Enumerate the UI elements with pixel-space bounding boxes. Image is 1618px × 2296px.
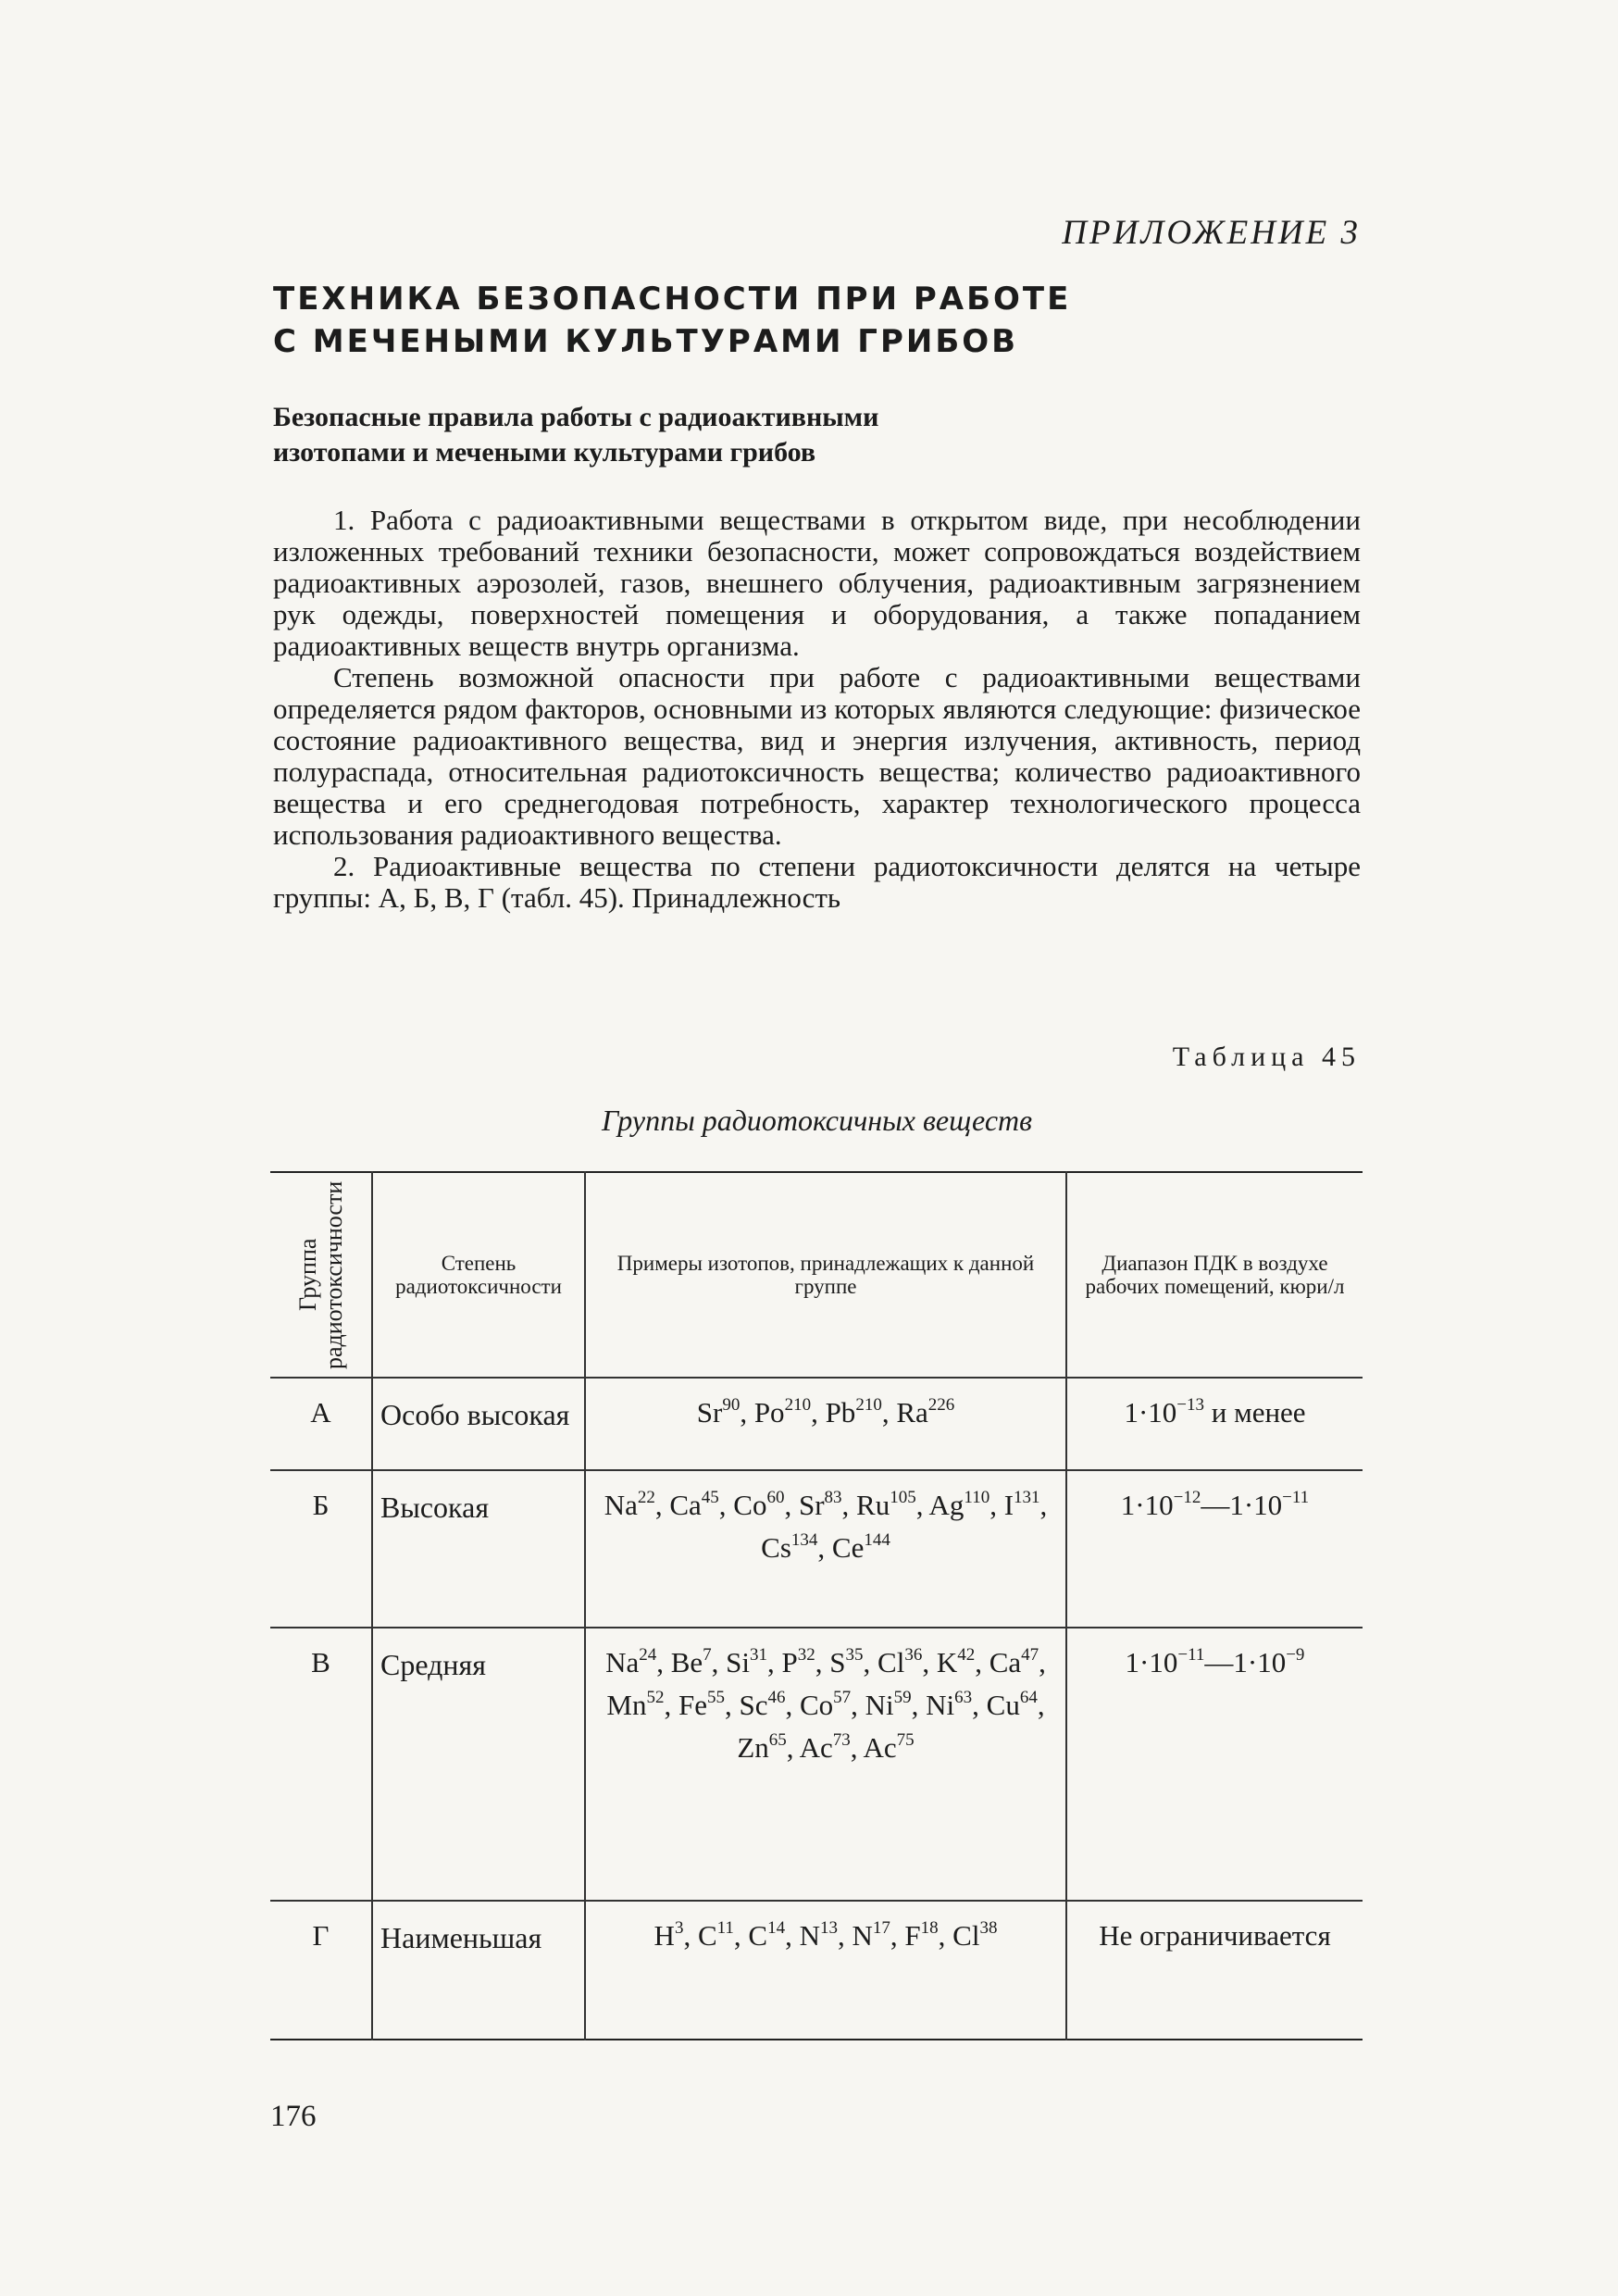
cell-range [1066, 1378, 1363, 1470]
isotope-symbol: Po [753, 1396, 785, 1429]
isotope [853, 1919, 890, 1952]
table-row [270, 1470, 1363, 1628]
range-base: 1·10 [1124, 1396, 1177, 1429]
range-base: 1·10 [1125, 1646, 1178, 1678]
isotope-mass: 7 [703, 1644, 712, 1665]
range-base: 1·10 [1120, 1489, 1174, 1521]
isotope-mass: 11 [716, 1917, 734, 1938]
isotope [829, 1646, 863, 1678]
range-exponent-2: −9 [1286, 1644, 1305, 1665]
isotope [904, 1919, 938, 1952]
isotope-mass: 46 [767, 1687, 786, 1707]
isotope-mass: 52 [646, 1687, 665, 1707]
page-number: 176 [270, 2100, 317, 2133]
cell-isotopes: Sr$^{90}$, Po$^{210}$, Pb$^{210}$, Ra$^{226}$ [585, 1378, 1066, 1470]
isotope [800, 1731, 851, 1764]
isotope [678, 1689, 725, 1721]
table-row [270, 1901, 1363, 2040]
isotope [832, 1531, 890, 1564]
isotope-mass: 75 [896, 1729, 915, 1750]
isotope-symbol: C [748, 1919, 768, 1952]
isotope-mass: 83 [824, 1487, 842, 1507]
isotope-symbol: Be [670, 1646, 703, 1678]
table-body [270, 1378, 1363, 2040]
range-separator: — [1204, 1646, 1234, 1678]
isotope [669, 1489, 718, 1521]
isotope [605, 1646, 656, 1678]
isotope [896, 1396, 954, 1429]
cell-degree: Особо высокая [372, 1378, 585, 1470]
isotope-symbol: Sr [696, 1396, 723, 1429]
isotope-symbol: Co [799, 1689, 834, 1721]
isotope [799, 1489, 842, 1521]
isotope [929, 1489, 990, 1521]
isotope-mass: 38 [979, 1917, 998, 1938]
isotope-mass: 57 [833, 1687, 852, 1707]
isotope-symbol: Mn [606, 1689, 647, 1721]
isotope-mass: 17 [872, 1917, 890, 1938]
isotope [604, 1489, 655, 1521]
page-title [273, 278, 1106, 363]
body-text [273, 505, 1361, 914]
isotope-mass: 59 [893, 1687, 912, 1707]
isotope-mass: 32 [797, 1644, 815, 1665]
table-caption: Группы радиотоксичных веществ [601, 1104, 1033, 1137]
isotope [952, 1919, 997, 1952]
isotope [606, 1689, 664, 1721]
isotope-mass: 22 [637, 1487, 655, 1507]
isotope-symbol: P [781, 1646, 798, 1678]
isotope-mass: 14 [767, 1917, 786, 1938]
isotope-symbol: Ra [896, 1396, 928, 1429]
cell-isotopes: Na$^{22}$, Ca$^{45}$, Co$^{60}$, Sr$^{83}$, Ru$^{105}$, Ag$^{110}$, $I^{131}$, Cs$^{134}$, Ce$^{144}$ [585, 1470, 1066, 1628]
isotope [726, 1646, 767, 1678]
isotope-symbol: Ac [799, 1731, 833, 1764]
isotope-symbol: Co [733, 1489, 767, 1521]
isotope-symbol: Ca [669, 1489, 702, 1521]
isotope [926, 1689, 972, 1721]
isotope-symbol: Fe [678, 1689, 707, 1721]
subtitle-line-1: Безопасные правила работы с радиоактивными [273, 402, 879, 432]
isotope-symbol: Na [605, 1646, 640, 1678]
isotope [877, 1646, 922, 1678]
isotope-mass: 35 [845, 1644, 864, 1665]
isotope [865, 1689, 912, 1721]
range-separator: и менее [1203, 1396, 1306, 1429]
isotope-symbol: Ac [863, 1731, 897, 1764]
cell-group: Г [312, 1919, 330, 1952]
isotope-symbol: Ru [856, 1489, 890, 1521]
isotope-mass: 64 [1019, 1687, 1038, 1707]
isotope-symbol: Cl [877, 1646, 905, 1678]
table-row [270, 1628, 1363, 1901]
range-base-2: 1·10 [1229, 1489, 1283, 1521]
cell-group: А [270, 1378, 372, 1470]
isotope-symbol: I [1003, 1489, 1014, 1521]
paragraph-2: Степень возможной опасности при работе с радиоактивными веществами определяется рядом факторов, основными из которых являются следующие: физическое состояние радиоактивного вещества, вид и энергия излучения, активность, период полураспада, относительная радиотоксичность вещества; количество радиоактивного вещества и его среднегодовая потребность, характер технологического процесса использования радиоактивного вещества. [273, 661, 1361, 851]
isotope [761, 1531, 817, 1564]
isotope-symbol: Ni [926, 1689, 955, 1721]
isotope [748, 1919, 785, 1952]
isotope-mass: 24 [639, 1644, 657, 1665]
isotope [654, 1919, 684, 1952]
isotope-symbol: Sc [739, 1689, 768, 1721]
range-exponent: −12 [1173, 1487, 1201, 1507]
isotope [989, 1646, 1039, 1678]
section-subtitle [273, 400, 1106, 470]
isotope-mass: 144 [864, 1529, 890, 1550]
cell-isotopes: Na$^{24}$, Be$^7$, Si$^{31}$, $P^{32}$, $S^{35}$, Cl$^{36}$, $K^{42}$, Ca$^{47}$, Mn$^{52}$, Fe$^{55}$, Sc$^{46}$, Co$^{57}$, Ni$^{59}$, Ni$^{63}$, Cu$^{64}$, Zn$^{65}$, Ac$^{73}$, Ac$^{75}$ [585, 1628, 1066, 1901]
isotope-symbol: Ni [865, 1689, 894, 1721]
isotope-symbol: Si [726, 1646, 751, 1678]
cell-degree: Наименьшая [372, 1901, 585, 2040]
isotope [697, 1396, 741, 1429]
isotope-mass: 131 [1014, 1487, 1040, 1507]
range-separator: — [1201, 1489, 1230, 1521]
title-line-1: ТЕХНИКА БЕЗОПАСНОСТИ ПРИ РАБОТЕ [273, 281, 1072, 318]
isotope-symbol: K [936, 1646, 958, 1678]
header-range: Диапазон ПДК в воздухе рабочих помещений, кюри/л [1066, 1172, 1363, 1378]
header-examples: Примеры изотопов, принадлежащих к данной группе [585, 1172, 1066, 1378]
isotope-symbol: C [697, 1919, 717, 1952]
radiotoxicity-table [270, 1171, 1363, 2040]
isotope-symbol: Cu [986, 1689, 1020, 1721]
cell-range [1066, 1470, 1363, 1628]
title-line-2: С МЕЧЕНЫМИ КУЛЬТУРАМИ ГРИБОВ [273, 323, 1019, 360]
table-number-label: Таблица 45 [1172, 1042, 1361, 1072]
isotope-symbol: Zn [737, 1731, 769, 1764]
isotope-symbol: H [653, 1919, 675, 1952]
header-group-text: Группа радиотоксичности [293, 1180, 347, 1369]
isotope [987, 1689, 1038, 1721]
isotope [800, 1919, 838, 1952]
isotope-mass: 226 [927, 1394, 955, 1415]
isotope-mass: 110 [964, 1487, 990, 1507]
isotope [856, 1489, 916, 1521]
range-exponent: −13 [1176, 1394, 1204, 1415]
range-base-2: 1·10 [1233, 1646, 1287, 1678]
isotope-symbol: Ce [831, 1531, 865, 1564]
isotope-symbol: S [829, 1646, 846, 1678]
isotope-mass: 45 [701, 1487, 719, 1507]
isotope-mass: 134 [790, 1529, 818, 1550]
isotope-mass: 31 [750, 1644, 768, 1665]
isotope-mass: 63 [954, 1687, 973, 1707]
isotope [864, 1731, 915, 1764]
isotope-mass: 36 [904, 1644, 923, 1665]
isotope-mass: 60 [766, 1487, 785, 1507]
cell-isotopes: $H^3$, $C^{11}$, $C^{14}$, $N^{13}$, $N^{17}$, $F^{18}$, Cl$^{38}$ [585, 1901, 1066, 2040]
isotope-symbol: Cs [761, 1531, 791, 1564]
isotope [782, 1646, 815, 1678]
cell-group: Б [270, 1470, 372, 1628]
isotope-symbol: Pb [825, 1396, 856, 1429]
isotope [698, 1919, 734, 1952]
paragraph-1: 1. Работа с радиоактивными веществами в открытом виде, при несоблюдении изложенных требований техники безопасности, может сопровождаться воздействием радиоактивных аэрозолей, газов, внешнего облучения, радиоактивным загрязнением рук одежды, поверхностей помещения и оборудования, а также попаданием радиоактивных веществ внутрь организма. [273, 504, 1361, 662]
range-exponent-2: −11 [1282, 1487, 1310, 1507]
isotope [800, 1689, 851, 1721]
isotope-mass: 55 [706, 1687, 725, 1707]
header-group [270, 1172, 372, 1378]
isotope-mass: 73 [832, 1729, 851, 1750]
appendix-label: ПРИЛОЖЕНИЕ 3 [1062, 214, 1361, 252]
range-base: Не ограничивается [1099, 1919, 1331, 1952]
isotope [826, 1396, 882, 1429]
isotope-mass: 42 [957, 1644, 976, 1665]
header-degree: Степень радиотоксичности [372, 1172, 585, 1378]
cell-degree: Средняя [372, 1628, 585, 1901]
table-header-row [270, 1172, 1363, 1378]
cell-group: В [270, 1628, 372, 1901]
isotope-symbol: Ag [928, 1489, 965, 1521]
isotope-mass: 210 [855, 1394, 882, 1415]
isotope-mass: 210 [784, 1394, 812, 1415]
table-row [270, 1378, 1363, 1470]
isotope-mass: 105 [890, 1487, 916, 1507]
isotope-symbol: N [799, 1919, 820, 1952]
isotope-mass: 3 [674, 1917, 684, 1938]
cell-range [1066, 1901, 1363, 2040]
isotope [671, 1646, 712, 1678]
subtitle-line-2: изотопами и мечеными культурами грибов [273, 437, 816, 468]
isotope-symbol: F [904, 1919, 921, 1952]
isotope-mass: 18 [920, 1917, 939, 1938]
isotope-symbol: Ca [989, 1646, 1022, 1678]
isotope [754, 1396, 811, 1429]
isotope [733, 1489, 784, 1521]
cell-range [1066, 1628, 1363, 1901]
isotope-mass: 65 [768, 1729, 787, 1750]
paragraph-3: 2. Радиоактивные вещества по степени радиотоксичности делятся на четыре группы: А, Б, В, Г (табл. 45). Принадлежность [273, 850, 1361, 914]
range-exponent: −11 [1177, 1644, 1205, 1665]
isotope [937, 1646, 975, 1678]
isotope [739, 1689, 785, 1721]
isotope-symbol: Na [604, 1489, 638, 1521]
cell-degree: Высокая [372, 1470, 585, 1628]
isotope-symbol: Cl [952, 1919, 980, 1952]
isotope-mass: 13 [820, 1917, 838, 1938]
isotope-symbol: Sr [798, 1489, 825, 1521]
isotope-mass: 90 [722, 1394, 741, 1415]
isotope-symbol: N [852, 1919, 873, 1952]
isotope [737, 1731, 786, 1764]
isotope-mass: 47 [1021, 1644, 1039, 1665]
isotope [1004, 1489, 1040, 1521]
